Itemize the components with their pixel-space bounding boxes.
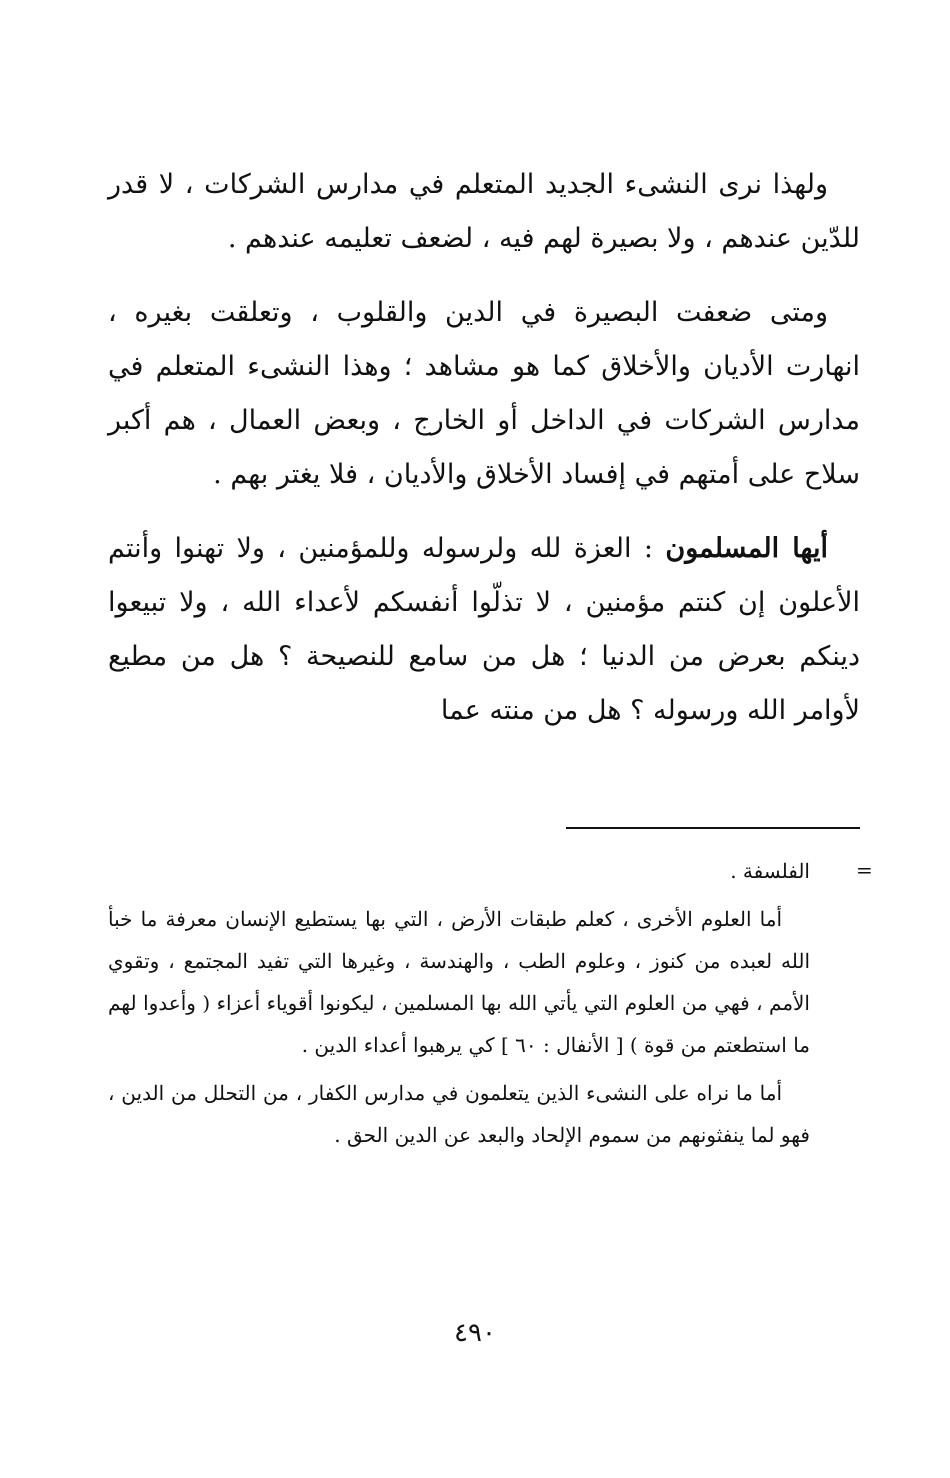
- main-paragraph-3-text: : العزة لله ولرسوله وللمؤمنين ، ولا تهنوا وأنتم الأعلون إن كنتم مؤمنين ، لا تذلّوا أنفسكم لأعداء الله ، ولا تبيعوا دينكم بعرض من الدنيا ؛ هل من سامع للنصيحة ؟ هل من مطيع لأوامر الله ورسوله ؟ هل من منته عما: [108, 533, 860, 726]
- footnote-separator: [566, 827, 860, 829]
- footnote-continuation-marker: =: [856, 858, 873, 882]
- main-paragraph-2: ومتى ضعفت البصيرة في الدين والقلوب ، وتعلقت بغيره ، انهارت الأديان والأخلاق كما هو مشاهد ؛ وهذا النشىء المتعلم في مدارس الشركات في الداخل أو الخارج ، وبعض العمال ، هم أكبر سلاح على أمتهم في إفساد الأخلاق والأديان ، فلا يغتر بهم .: [108, 297, 860, 490]
- footnote: [108, 850, 810, 1162]
- main-paragraph-1: ولهذا نرى النشىء الجديد المتعلم في مدارس الشركات ، لا قدر للدّين عندهم ، ولا بصيرة لهم فيه ، لضعف تعليمه عندهم .: [108, 169, 860, 254]
- main-text: [108, 158, 860, 758]
- footnote-paragraph-3: أما ما نراه على النشىء الذين يتعلمون في مدارس الكفار ، من التحلل من الدين ، فهو لما ينفثونهم من سموم الإلحاد والبعد عن الدين الحق .: [108, 1081, 810, 1147]
- footnote-paragraph-2: أما العلوم الأخرى ، كعلم طبقات الأرض ، التي بها يستطيع الإنسان معرفة ما خبأ الله لعبده من كنوز ، وعلوم الطب ، والهندسة ، وغيرها التي تفيد المجتمع ، وتقوي الأمم ، فهي من العلوم التي يأتي الله بها المسلمين ، ليكونوا أقوياء أعزاء ( وأعدوا لهم ما استطعتم من قوة ) [ الأنفال : ٦٠ ] كي يرهبوا أعداء الدين .: [108, 907, 810, 1057]
- footnote-paragraph-1: الفلسفة .: [730, 859, 810, 883]
- page-number: ٤٩٠: [454, 1318, 496, 1348]
- main-paragraph-3: [108, 522, 860, 738]
- address-heading: أيها المسلمون: [665, 533, 828, 564]
